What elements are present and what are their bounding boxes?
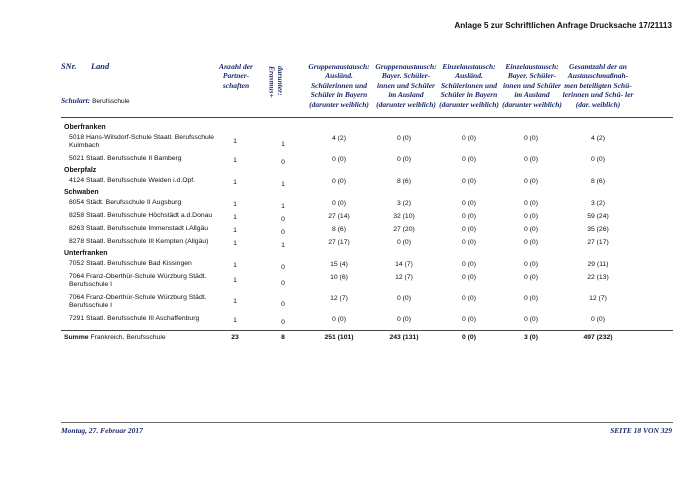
group-bavarian-value: 27 (20) [393,226,415,233]
group-foreign-value: 12 (7) [330,295,348,302]
table-row [61,211,673,224]
summary-total-value: 497 (232) [583,334,613,341]
header-group-bavarian: Gruppenaustausch: Bayer. Schüler- innen und Schüler im Ausland (darunter weiblich) [375,62,437,109]
summary-erasmus-count: 8 [281,334,285,341]
single-foreign-value: 0 (0) [462,213,476,220]
erasmus-count: 0 [281,280,285,287]
single-foreign-value: 0 (0) [462,261,476,268]
total-value: 4 (2) [591,135,605,142]
summary-single-bavarian-value: 3 (0) [524,334,538,341]
school-name: 4124 Staatl. Berufsschule Weiden i.d.Opf. [69,177,196,184]
summary-label [64,334,219,342]
school-name: 5018 Hans-Wilsdorf-Schule Staatl. Berufsschule Kulmbach [69,134,215,150]
region-name: Oberfranken [64,124,106,131]
school-name: 7291 Staatl. Berufsschule III Aschaffenburg [69,315,200,322]
single-foreign-value: 0 (0) [462,274,476,281]
erasmus-count: 0 [281,216,285,223]
group-foreign-value: 4 (2) [332,135,346,142]
single-bavarian-value: 0 (0) [524,274,538,281]
header-schulart [61,96,130,105]
table-row [61,224,673,237]
single-foreign-value: 0 (0) [462,295,476,302]
region-group-row [61,167,673,176]
summary-group-bavarian-value: 243 (131) [389,334,419,341]
partner-count: 1 [233,240,237,247]
group-bavarian-value: 14 (7) [395,261,413,268]
erasmus-count: 1 [281,141,285,148]
group-bavarian-value: 0 (0) [397,135,411,142]
single-bavarian-value: 0 (0) [524,178,538,185]
single-bavarian-value: 0 (0) [524,135,538,142]
single-bavarian-value: 0 (0) [524,200,538,207]
region-group-row [61,189,673,198]
table-body [61,124,673,344]
total-value: 0 (0) [591,156,605,163]
total-value: 27 (17) [587,239,609,246]
group-foreign-value: 15 (4) [330,261,348,268]
erasmus-count: 0 [281,229,285,236]
single-bavarian-value: 0 (0) [524,213,538,220]
group-foreign-value: 0 (0) [332,178,346,185]
region-name: Unterfranken [64,250,108,257]
table-row [61,259,673,272]
single-bavarian-value: 0 (0) [524,239,538,246]
partner-count: 1 [233,157,237,164]
erasmus-count: 1 [281,203,285,210]
summary-row [61,330,673,344]
summary-partner-count: 23 [231,334,239,341]
header-single-bavarian: Einzelaustausch: Bayer. Schüler- innen und Schüler im Ausland (darunter weiblich) [502,62,562,109]
table-header [61,62,673,116]
group-bavarian-value: 0 (0) [397,316,411,323]
header-total: Gesamtzahl der an Austauschmaßnah- men beteiligten Schü- lerinnen und Schü- ler (dar. weiblich) [562,62,634,109]
partner-count: 1 [233,179,237,186]
erasmus-count: 0 [281,301,285,308]
school-name: 5021 Staatl. Berufsschule II Bamberg [69,155,182,162]
partner-count: 1 [233,201,237,208]
school-name: 8258 Staatl. Berufsschule Höchstädt a.d.Donau [69,212,213,219]
single-bavarian-value: 0 (0) [524,226,538,233]
summary-group-foreign-value: 251 (101) [324,334,354,341]
total-value: 35 (26) [587,226,609,233]
erasmus-count: 0 [281,319,285,326]
total-value: 59 (24) [587,213,609,220]
single-foreign-value: 0 (0) [462,226,476,233]
footer-page-number: SEITE 18 VON 329 [610,426,672,435]
school-name: 7064 Franz-Oberthür-Schule Würzburg Städt. Berufsschule I [69,273,207,289]
single-bavarian-value: 0 (0) [524,156,538,163]
school-name: 8278 Staatl. Berufsschule III Kempten (Allgäu) [69,238,209,245]
group-foreign-value: 27 (17) [328,239,350,246]
total-value: 0 (0) [591,316,605,323]
single-foreign-value: 0 (0) [462,135,476,142]
header-group-foreign: Gruppenaustausch: Ausländ. Schülerinnen und Schüler in Bayern (darunter weiblich) [308,62,370,109]
partner-count: 1 [233,214,237,221]
header-rule [61,117,673,118]
table-row [61,198,673,211]
header-schulart-value: Berufsschule [92,98,130,105]
footer-date: Montag, 27. Februar 2017 [61,426,143,435]
group-bavarian-value: 12 (7) [395,274,413,281]
partner-count: 1 [233,227,237,234]
erasmus-count: 1 [281,181,285,188]
group-bavarian-value: 3 (2) [397,200,411,207]
region-name: Oberpfalz [64,167,97,174]
group-foreign-value: 0 (0) [332,200,346,207]
single-bavarian-value: 0 (0) [524,261,538,268]
single-bavarian-value: 0 (0) [524,316,538,323]
total-value: 8 (6) [591,178,605,185]
table-row [61,293,673,314]
single-foreign-value: 0 (0) [462,156,476,163]
region-name: Schwaben [64,189,99,196]
header-snr: SNr. [61,62,77,71]
single-foreign-value: 0 (0) [462,316,476,323]
group-bavarian-value: 0 (0) [397,239,411,246]
table-row [61,133,673,154]
header-single-foreign: Einzelaustausch: Ausländ. Schülerinnen und Schüler in Bayern (darunter weiblich) [439,62,499,109]
footer-rule [61,422,673,423]
header-partner: Anzahl der Partner- schaften [219,62,253,90]
group-foreign-value: 10 (6) [330,274,348,281]
group-bavarian-value: 32 (10) [393,213,415,220]
group-foreign-value: 8 (6) [332,226,346,233]
header-schulart-label: Schulart: [61,96,91,105]
group-foreign-value: 0 (0) [332,316,346,323]
group-foreign-value: 27 (14) [328,213,350,220]
summary-label-rest: Frankreich, Berufsschule [90,334,166,341]
single-bavarian-value: 0 (0) [524,295,538,302]
group-bavarian-value: 0 (0) [397,156,411,163]
school-name: 8054 Städt. Berufsschule II Augsburg [69,199,182,206]
partner-count: 1 [233,138,237,145]
total-value: 29 (11) [587,261,609,268]
single-foreign-value: 0 (0) [462,239,476,246]
single-foreign-value: 0 (0) [462,178,476,185]
group-foreign-value: 0 (0) [332,156,346,163]
partner-count: 1 [233,277,237,284]
total-value: 3 (2) [591,200,605,207]
erasmus-count: 0 [281,159,285,166]
group-bavarian-value: 8 (6) [397,178,411,185]
header-land: Land [91,62,110,71]
summary-label-bold: Summe [64,334,89,341]
erasmus-count: 1 [281,242,285,249]
partner-count: 1 [233,317,237,324]
table-row [61,237,673,250]
school-name: 8263 Staatl. Berufsschule Immenstadt i.Allgäu [69,225,209,232]
header-erasmus: darunter: Erasmus+ [267,66,285,98]
single-foreign-value: 0 (0) [462,200,476,207]
total-value: 12 (7) [589,295,607,302]
partner-count: 1 [233,262,237,269]
region-group-row [61,250,673,259]
school-name: 7064 Franz-Oberthür-Schule Würzburg Städt. Berufsschule I [69,294,207,310]
table-row [61,272,673,293]
summary-single-foreign-value: 0 (0) [462,334,476,341]
group-bavarian-value: 0 (0) [397,295,411,302]
table-row [61,176,673,189]
region-group-row [61,124,673,133]
table-row [61,154,673,167]
annex-title: Anlage 5 zur Schriftlichen Anfrage Drucksache 17/21113 [454,21,672,30]
partner-count: 1 [233,298,237,305]
total-value: 22 (13) [587,274,609,281]
table-row [61,314,673,327]
school-name: 7052 Staatl. Berufsschule Bad Kissingen [69,260,192,267]
erasmus-count: 0 [281,264,285,271]
